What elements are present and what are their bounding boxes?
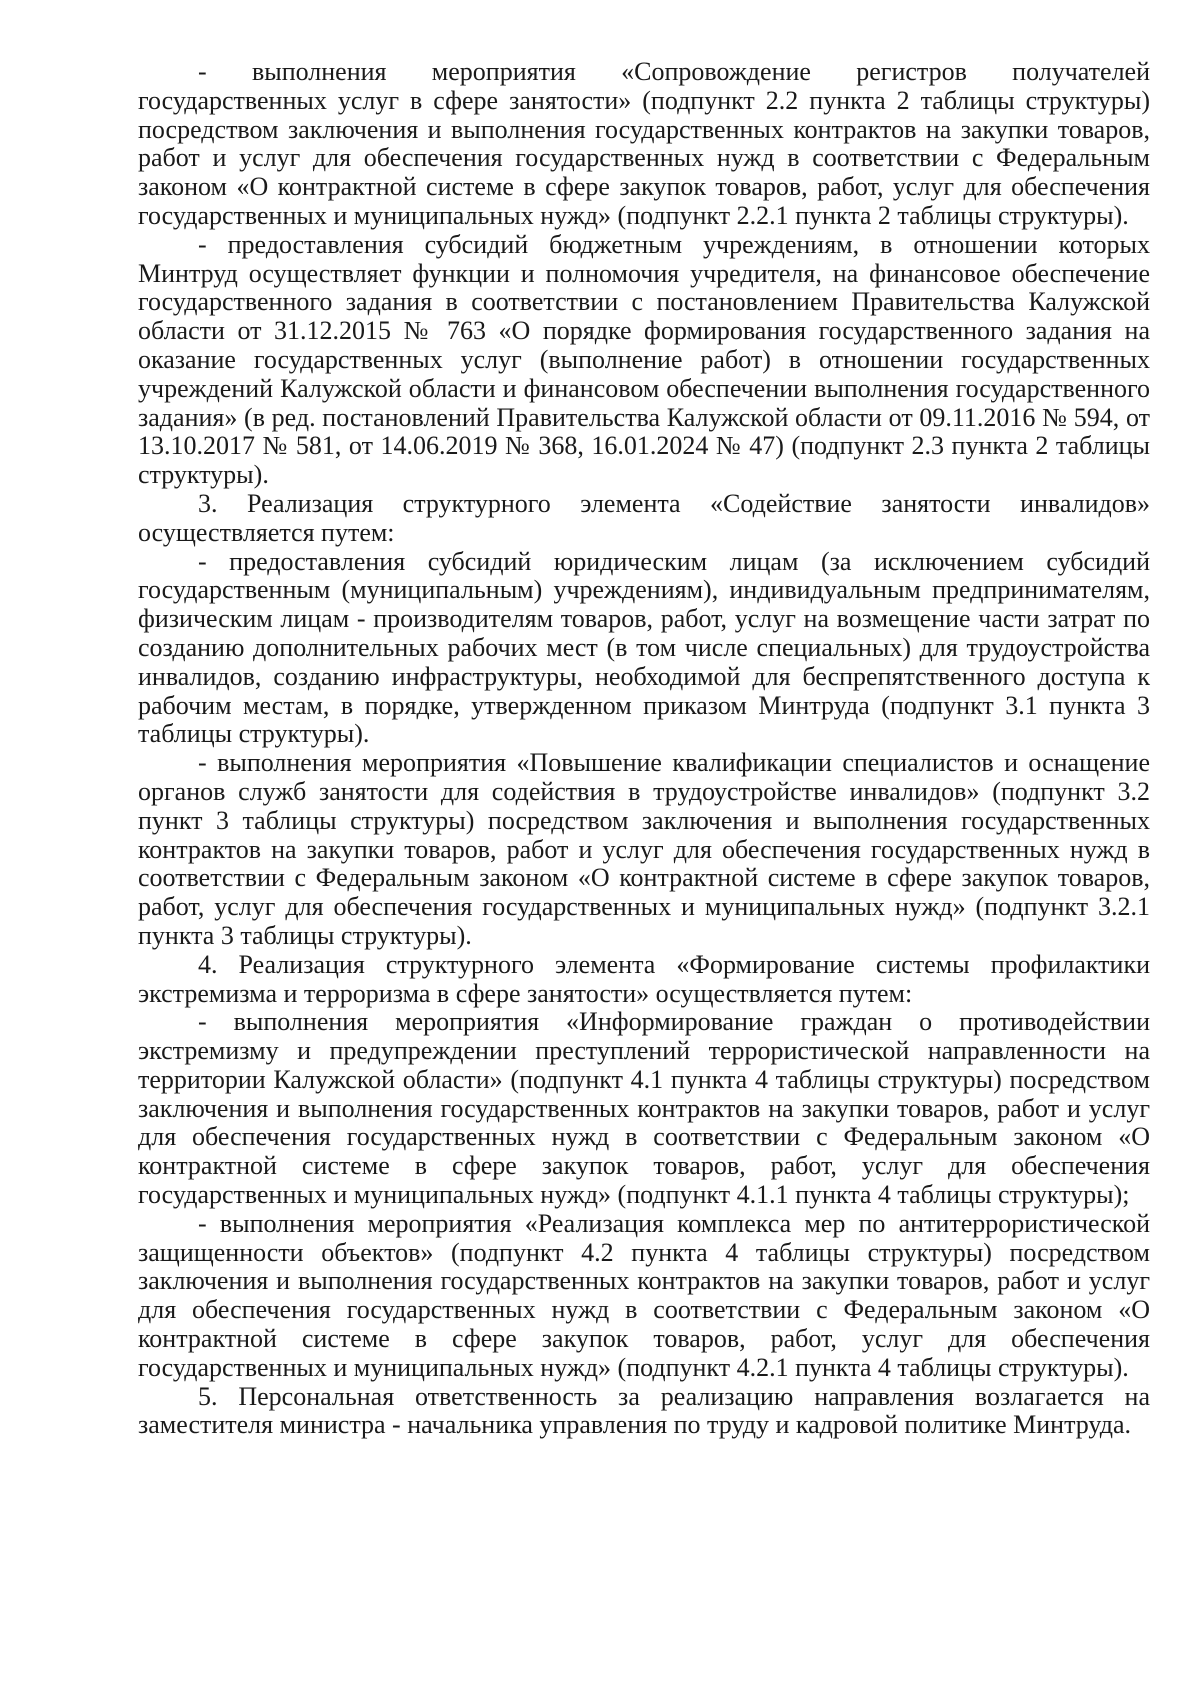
paragraph-registers-support: - выполнения мероприятия «Сопровождение регистров получателей государственных услуг в сфере занятости» (подпункт 2.2 пункта 2 таблицы структуры) посредством заключения и выполнения государственных контрактов на закупки товаров, работ и услуг для обеспечения государственных нужд в соответствии с Федеральным законом «О контрактной системе в сфере закупок товаров, работ, услуг для обеспечения государственных и муниципальных нужд» (подпункт 2.2.1 пункта 2 таблицы структуры). xyxy=(138,57,1150,230)
paragraph-subsidies-budget-institutions: - предоставления субсидий бюджетным учреждениям, в отношении которых Минтруд осуществляет функции и полномочия учредителя, на финансовое обеспечение государственного задания в соответствии с постановлением Правительства Калужской области от 31.12.2015 № 763 «О порядке формирования государственного задания на оказание государственных услуг (выполнение работ) в отношении государственных учреждений Калужской области и финансовом обеспечении выполнения государственного задания» (в ред. постановлений Правительства Калужской области от 09.11.2016 № 594, от 13.10.2017 № 581, от 14.06.2019 № 368, 16.01.2024 № 47) (подпункт 2.3 пункта 2 таблицы структуры). xyxy=(138,229,1150,490)
paragraph-qualification-improvement: - выполнения мероприятия «Повышение квалификации специалистов и оснащение органов служб занятости для содействия в трудоустройстве инвалидов» (подпункт 3.2 пункт 3 таблицы структуры) посредством заключения и выполнения государственных контрактов на закупки товаров, работ и услуг для обеспечения государственных нужд в соответствии с Федеральным законом «О контрактной системе в сфере закупок товаров, работ, услуг для обеспечения государственных и муниципальных нужд» (подпункт 3.2.1 пункта 3 таблицы структуры). xyxy=(138,748,1150,950)
paragraph-section-3-heading: 3. Реализация структурного элемента «Содействие занятости инвалидов» осуществляется путем: xyxy=(138,488,1150,547)
paragraph-antiterrorist-protection: - выполнения мероприятия «Реализация комплекса мер по антитеррористической защищенности объектов» (подпункт 4.2 пункта 4 таблицы структуры) посредством заключения и выполнения государственных контрактов на закупки товаров, работ и услуг для обеспечения государственных нужд в соответствии с Федеральным законом «О контрактной системе в сфере закупок товаров, работ, услуг для обеспечения государственных и муниципальных нужд» (подпункт 4.2.1 пункта 4 таблицы структуры). xyxy=(138,1208,1150,1382)
paragraph-section-4-heading: 4. Реализация структурного элемента «Формирование системы профилактики экстремизма и терроризма в сфере занятости» осуществляется путем: xyxy=(138,949,1150,1008)
document-page xyxy=(138,58,1150,1440)
paragraph-subsidies-legal-entities: - предоставления субсидий юридическим лицам (за исключением субсидий государственным (муниципальным) учреждениям), индивидуальным предпринимателям, физическим лицам - производителям товаров, работ, услуг на возмещение части затрат по созданию дополнительных рабочих мест (в том числе специальных) для трудоустройства инвалидов, созданию инфраструктуры, необходимой для беспрепятственного доступа к рабочим местам, в порядке, утвержденном приказом Минтруда (подпункт 3.1 пункта 3 таблицы структуры). xyxy=(138,546,1150,749)
paragraph-informing-citizens: - выполнения мероприятия «Информирование граждан о противодействии экстремизму и предупреждении преступлений террористической направленности на территории Калужской области» (подпункт 4.1 пункта 4 таблицы структуры) посредством заключения и выполнения государственных контрактов на закупки товаров, работ и услуг для обеспечения государственных нужд в соответствии с Федеральным законом «О контрактной системе в сфере закупок товаров, работ, услуг для обеспечения государственных и муниципальных нужд» (подпункт 4.1.1 пункта 4 таблицы структуры); xyxy=(138,1007,1150,1210)
paragraph-personal-responsibility: 5. Персональная ответственность за реализацию направления возлагается на заместителя министра - начальника управления по труду и кадровой политике Минтруда. xyxy=(138,1381,1150,1440)
